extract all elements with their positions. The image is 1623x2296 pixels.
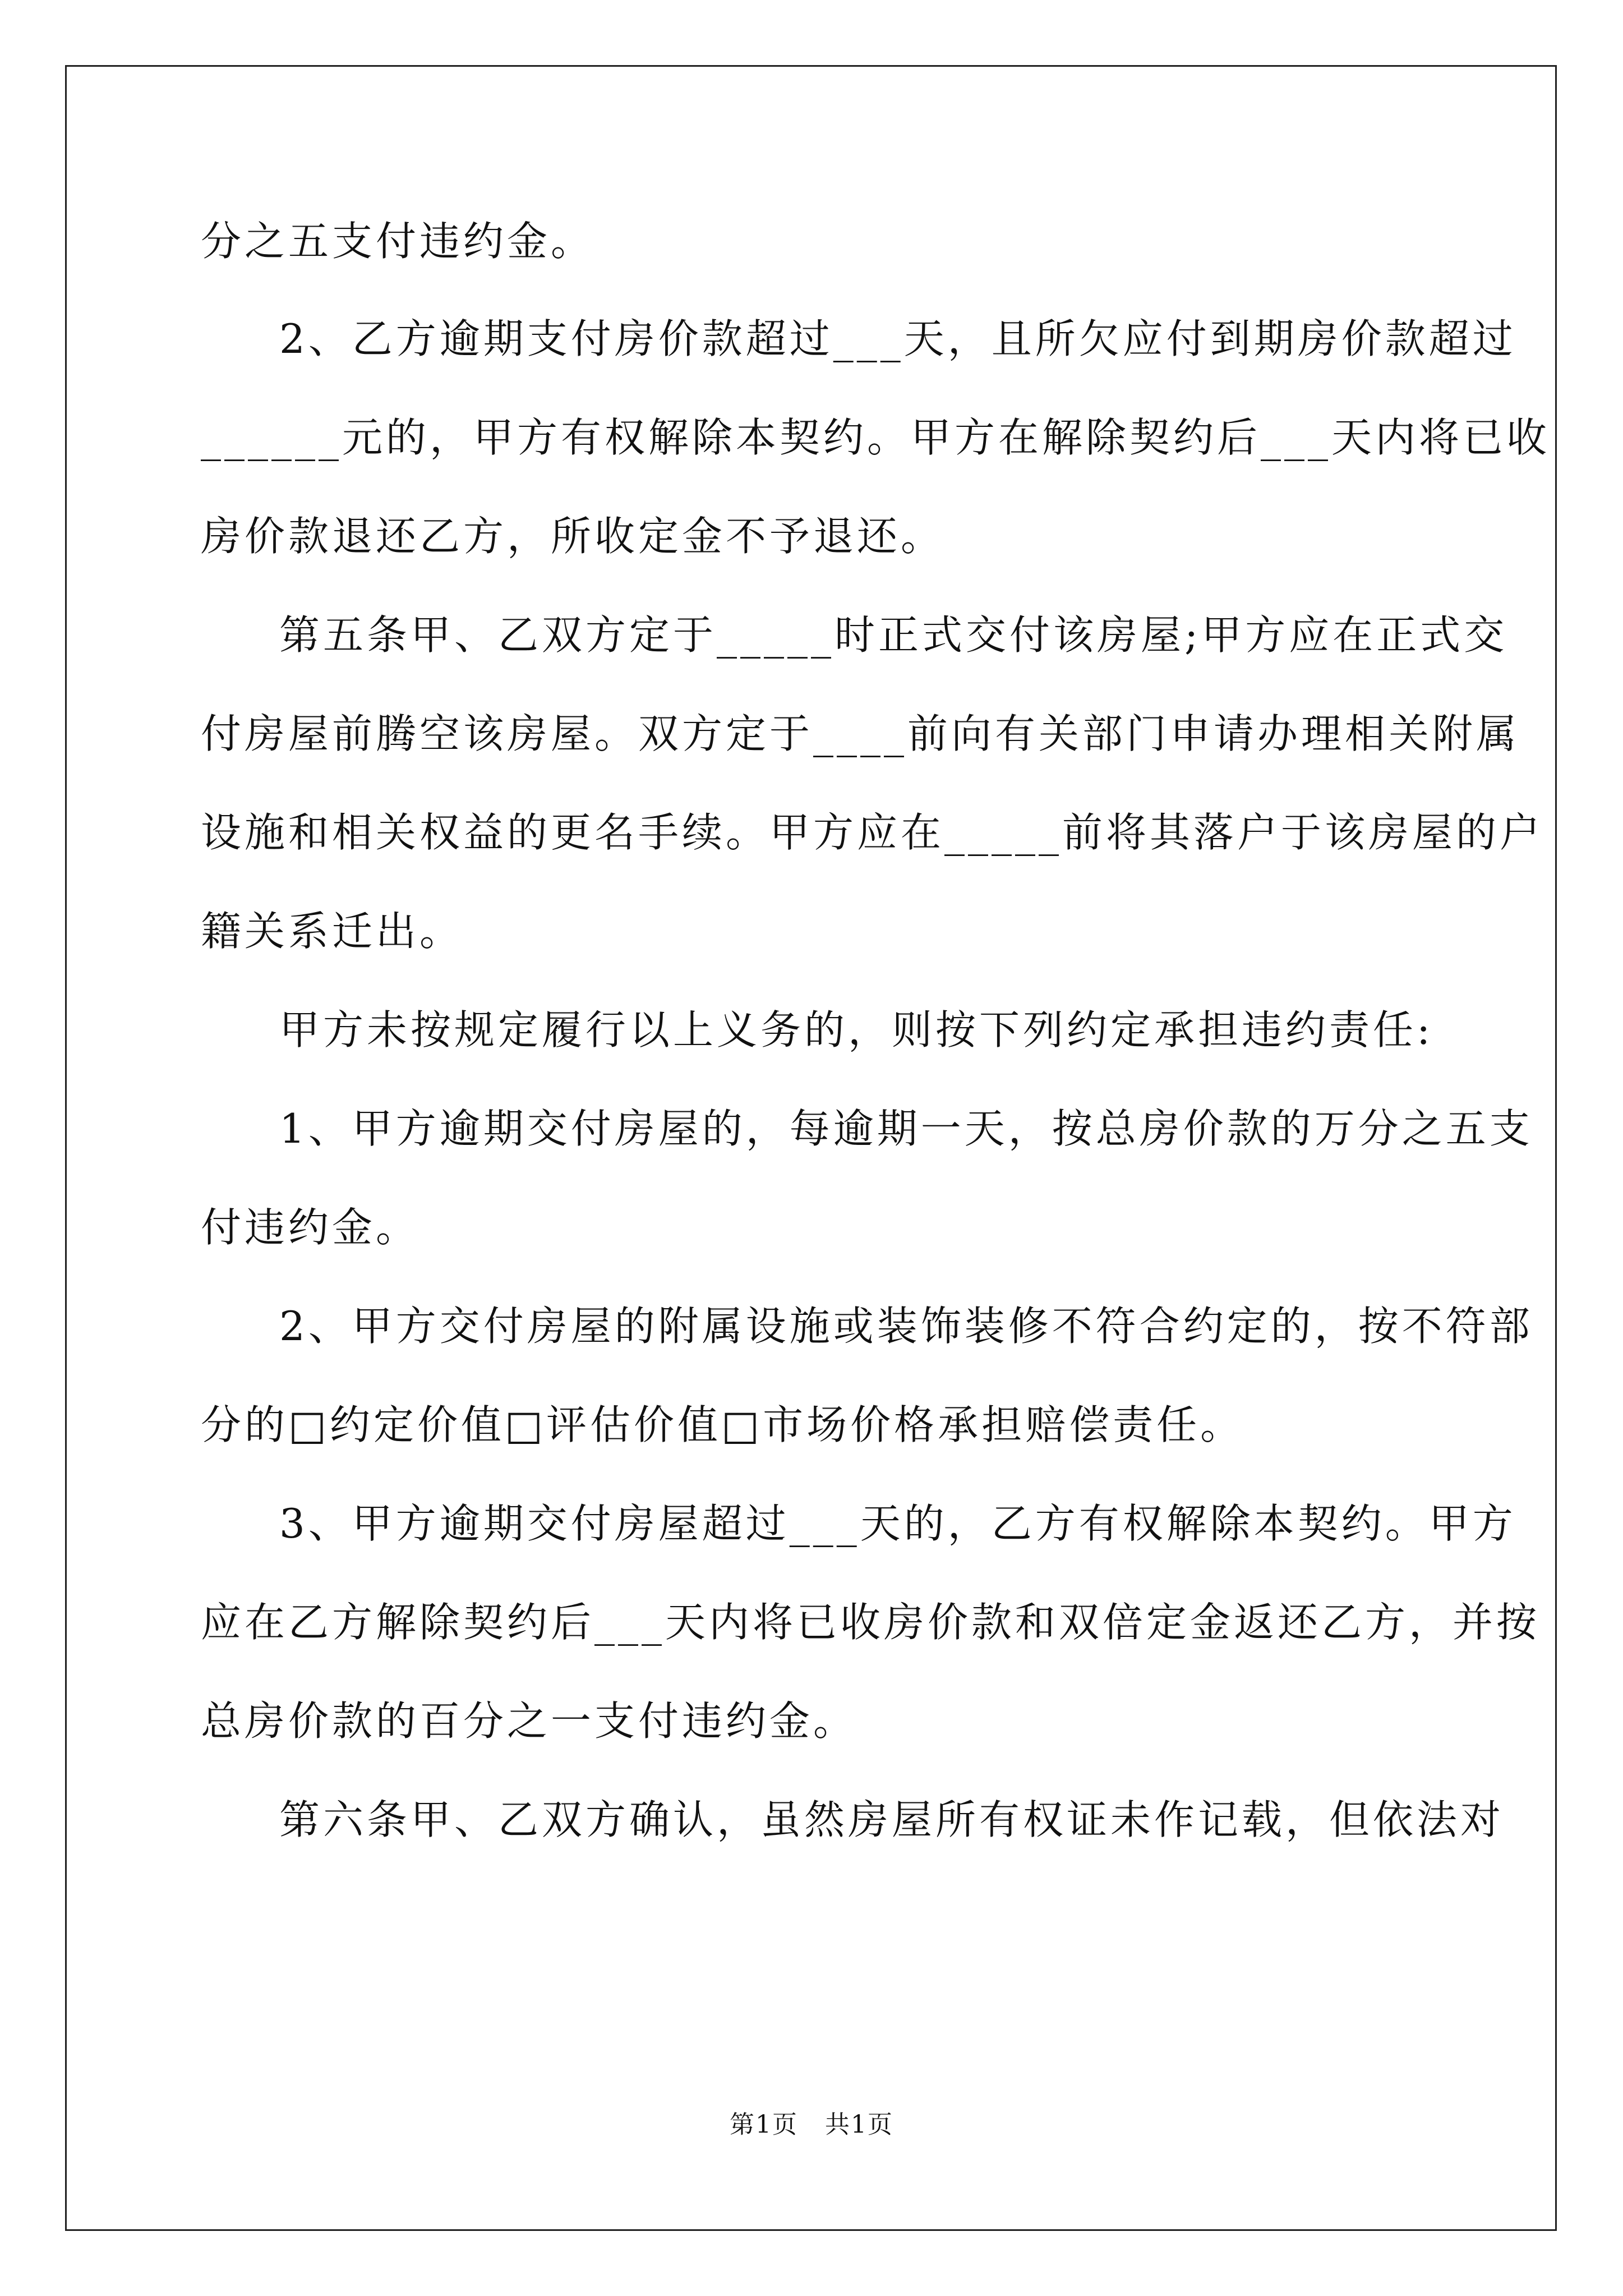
text-line: 第六条甲、乙双方确认，虽然房屋所有权证未作记载，但依法对 [279,1796,1505,1843]
text-line: 2、甲方交付房屋的附属设施或装饰装修不符合约定的，按不符部 [279,1303,1533,1350]
text-line: ______元的，甲方有权解除本契约。甲方在解除契约后___天内将已收 [201,414,1551,461]
text-line: 付房屋前腾空该房屋。双方定于____前向有关部门申请办理相关附属 [201,710,1520,757]
text-line: 总房价款的百分之一支付违约金。 [201,1697,857,1745]
text-line: 籍关系迁出。 [201,908,464,955]
text-line: 甲方未按规定履行以上义务的，则按下列约定承担违约责任: [279,1006,1434,1053]
text-line: 应在乙方解除契约后___天内将已收房价款和双倍定金返还乙方，并按 [201,1599,1541,1646]
text-line: 设施和相关权益的更名手续。甲方应在_____前将其落户于该房屋的户 [201,809,1544,856]
text-line: 分之五支付违约金。 [201,218,595,265]
text-line: 3、甲方逾期交付房屋超过___天的，乙方有权解除本契约。甲方 [279,1500,1516,1547]
text-line: 付违约金。 [201,1204,420,1251]
text-line: 2、乙方逾期支付房价款超过___天，且所欠应付到期房价款超过 [279,315,1516,362]
page-footer: 第1页 共1页 [730,2110,893,2139]
text-line: 房价款退还乙方，所收定金不予退还。 [201,513,945,560]
text-line: 1、甲方逾期交付房屋的，每逾期一天，按总房价款的万分之五支 [279,1105,1533,1152]
text-line: 分的□约定价值□评估价值□市场价格承担赔偿责任。 [201,1401,1244,1448]
text-line: 第五条甲、乙双方定于_____时正式交付该房屋;甲方应在正式交 [279,611,1508,659]
